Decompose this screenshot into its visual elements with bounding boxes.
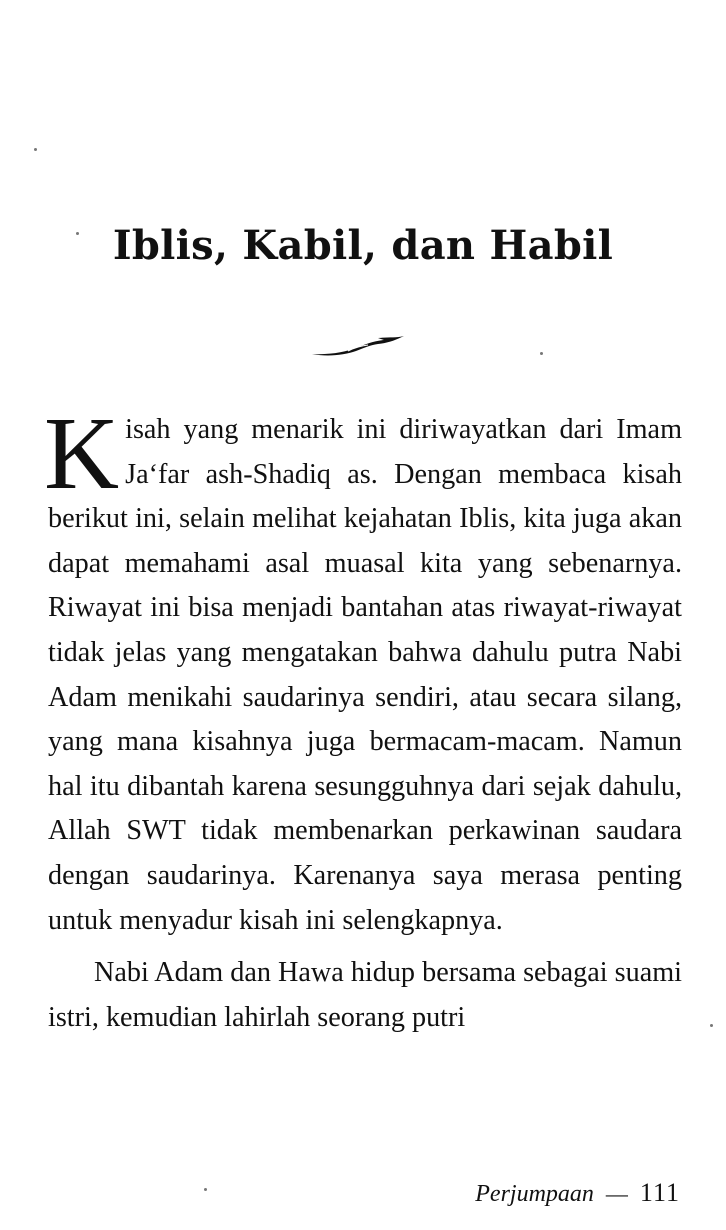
scan-speck xyxy=(34,148,37,151)
paragraph-intro xyxy=(44,396,682,943)
scan-speck xyxy=(204,1188,207,1191)
ornament-flourish-icon xyxy=(308,334,408,360)
chapter-title: Iblis, Kabil, dan Habil xyxy=(112,222,614,269)
chapter-body xyxy=(44,396,682,1040)
paragraph-story: Nabi Adam dan Hawa hidup bersama sebagai suami istri, kemudian lahirlah seorang putri xyxy=(48,957,682,1033)
paragraph-intro-text: isah yang menarik ini diriwayatkan dari Imam Ja‘far ash-Shadiq as. Dengan membaca kisah berikut ini, selain melihat kejahatan Iblis, kita juga akan dapat memahami asal muasal kita yang sebenarnya. Riwayat ini bisa menjadi bantahan atas riwayat-riwayat tidak jelas yang mengatakan bahwa dahulu putra Nabi Adam menikahi saudarinya sendiri, atau secara silang, yang mana kisahnya juga bermacam-macam. Namun hal itu dibantah karena sesungguhnya dari sejak dahulu, Allah SWT tidak membenarkan perkawinan saudara dengan saudarinya. Karenanya saya merasa penting untuk menyadur kisah ini selengkapnya. xyxy=(48,414,682,936)
scan-speck xyxy=(710,1024,713,1027)
page-number: 111 xyxy=(639,1178,680,1207)
scan-speck xyxy=(76,232,79,235)
page-footer xyxy=(475,1178,680,1208)
scan-speck xyxy=(540,352,543,355)
footer-separator: — xyxy=(605,1181,628,1206)
drop-cap: K xyxy=(44,396,120,511)
running-footer-title: Perjumpaan xyxy=(475,1181,594,1207)
